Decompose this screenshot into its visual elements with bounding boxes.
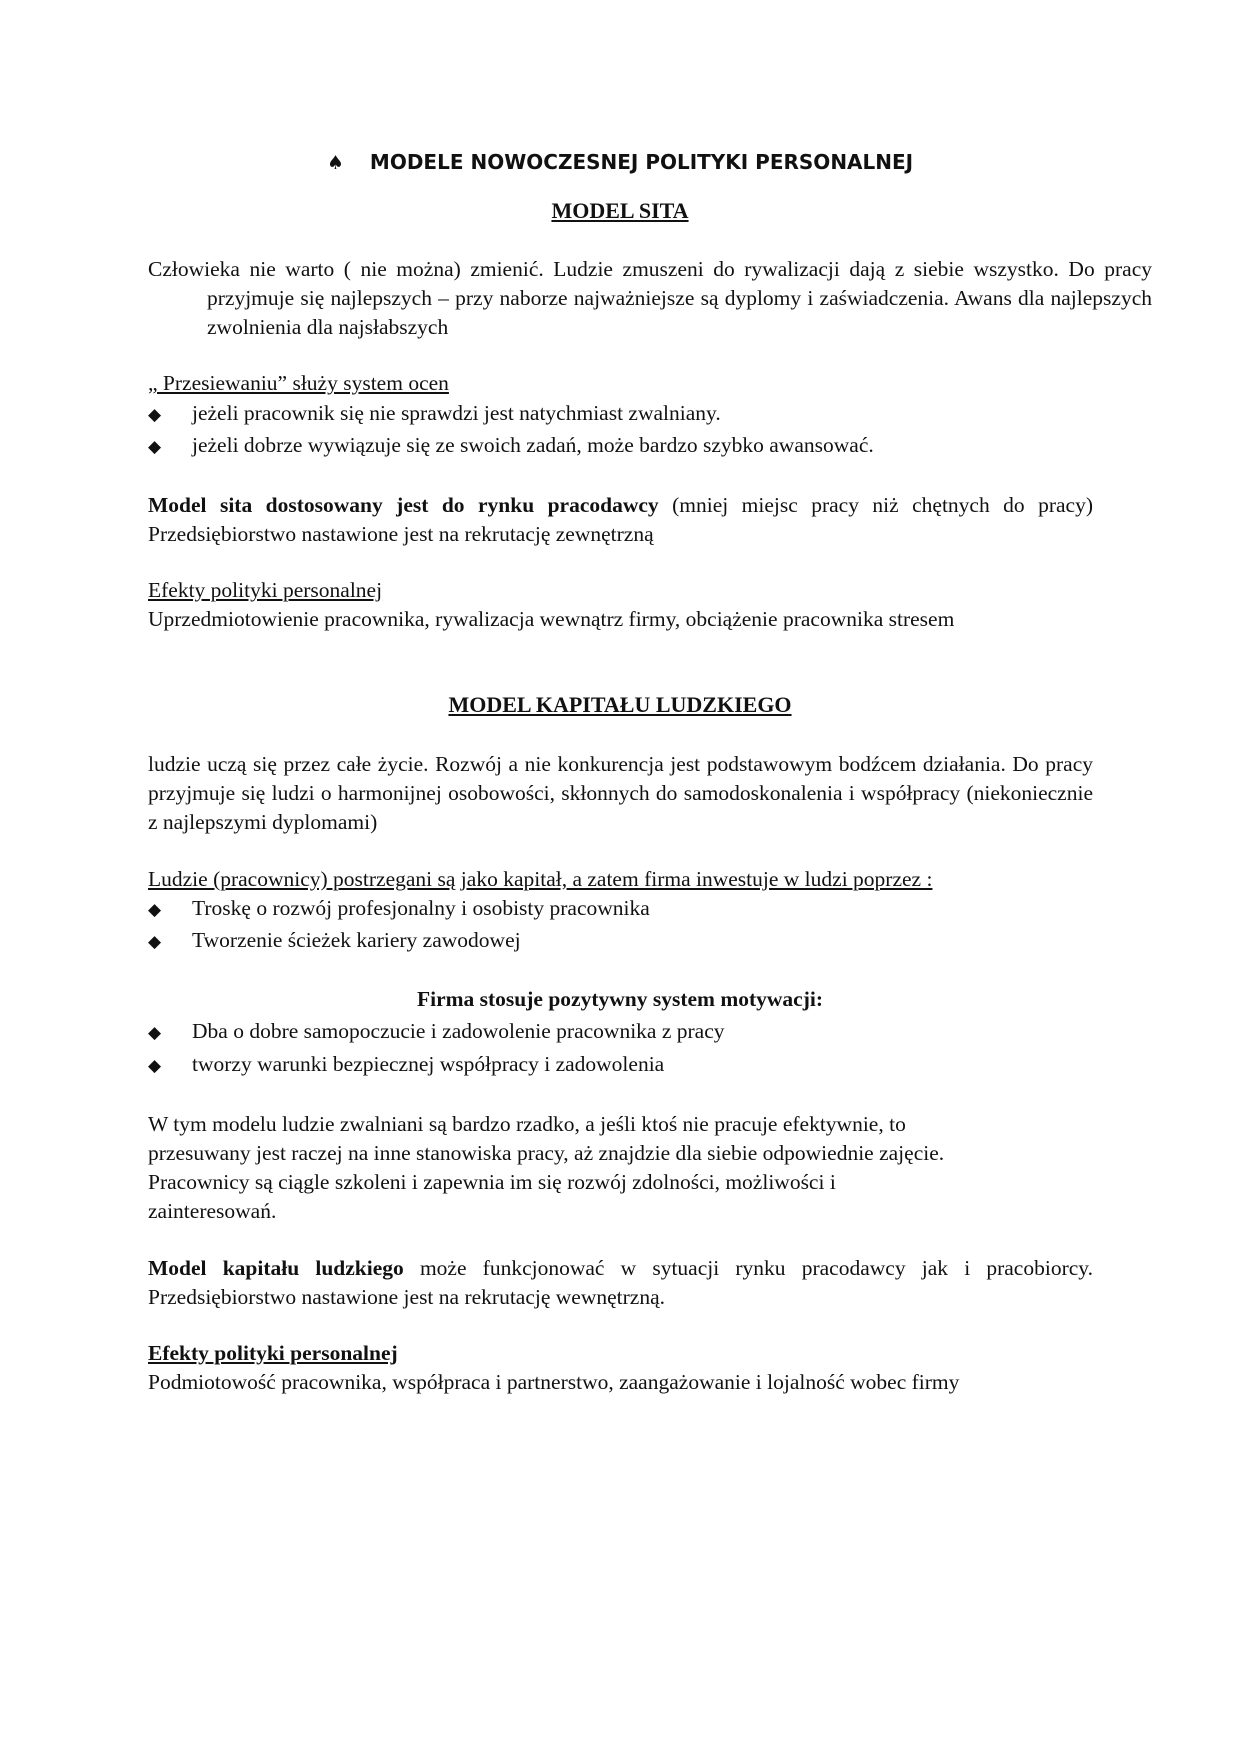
effects-text-sita: Uprzedmiotowienie pracownika, rywalizacja wewnątrz firmy, obciążenie pracownika stresem (148, 607, 955, 631)
market-text: może funkcjonować w sytuacji rynku pracodawcy jak i pracobiorcy. Przedsiębiorstwo nastawione jest na rekrutację wewnętrzną. (148, 1256, 1094, 1309)
effects-text-kapital: Podmiotowość pracownika, współpraca i partnerstwo, zaangażowanie i lojalność wobec firmy (148, 1370, 960, 1394)
section-heading-model-kapitalu: MODEL KAPITAŁU LUDZKIEGO (448, 692, 792, 717)
list-item: ◆ jeżeli pracownik się nie sprawdzi jest natychmiast zwalniany. (148, 399, 1093, 429)
paragraph-kapital-intro: ludzie uczą się przez całe życie. Rozwój a nie konkurencja jest podstawowym bodźcem działania. Do pracy przyjmuje się ludzi o harmonijnej osobowości, skłonnych do samodoskonalenia i współpracy (niekoniecznie z najlepszymi dyplomami) (148, 752, 1093, 834)
diamond-bullet-icon: ◆ (148, 1023, 162, 1042)
paragraph-sita-market (148, 491, 1093, 549)
motivation-title: Firma stosuje pozytywny system motywacji: (416, 987, 824, 1011)
list-item: ◆ Tworzenie ścieżek kariery zawodowej (148, 926, 1093, 956)
section-heading-model-sita: MODEL SITA (551, 198, 689, 223)
title-text: MODELE NOWOCZESNEJ POLITYKI PERSONALNEJ (369, 150, 914, 174)
paragraph-sita-intro: Człowieka nie warto ( nie można) zmienić. Ludzie zmuszeni do rywalizacji dają z siebie wszystko. Do pracy przyjmuje się najlepszych – przy naborze najważniejsze są dyplomy i zaświadczenia. Awans dla najlepszych zwolnienia dla najsłabszych (148, 257, 1152, 339)
list-item: ◆ Troskę o rozwój profesjonalny i osobisty pracownika (148, 894, 1093, 924)
market-bold-text: Model sita dostosowany jest do rynku pracodawcy (148, 493, 659, 517)
list-item: ◆ tworzy warunki bezpiecznej współpracy i zadowolenia (148, 1050, 1093, 1080)
diamond-bullet-icon: ◆ (148, 405, 162, 424)
list-title-kapital: Ludzie (pracownicy) postrzegani są jako kapitał, a zatem firma inwestuje w ludzi poprzez : (148, 867, 933, 891)
diamond-bullet-icon: ◆ (148, 1056, 162, 1075)
diamond-bullet-icon: ◆ (148, 932, 162, 951)
diamond-bullet-icon: ◆ (148, 437, 162, 456)
document-title (0, 150, 1240, 174)
paragraph-kapital-market (148, 1254, 1093, 1312)
list-item: ◆ Dba o dobre samopoczucie i zadowolenie pracownika z pracy (148, 1017, 1093, 1047)
spade-icon: ♠ (326, 152, 344, 174)
diamond-bullet-icon: ◆ (148, 900, 162, 919)
paragraph-retention: W tym modelu ludzie zwalniani są bardzo rzadko, a jeśli ktoś nie pracuje efektywnie, to przesuwany jest raczej na inne stanowiska pracy, aż znajdzie dla siebie odpowiednie zajęcie. Pracownicy są ciągle szkoleni i zapewnia im się rozwój zdolności, możliwości i zainteresowań. (148, 1112, 945, 1223)
effects-title-kapital: Efekty polityki personalnej (148, 1341, 398, 1365)
market-text: (mniej miejsc pracy niż chętnych do pracy) Przedsiębiorstwo nastawione jest na rekrutację zewnętrzną (148, 493, 1093, 546)
market-bold-text: Model kapitału ludzkiego (148, 1256, 404, 1280)
list-item: ◆ jeżeli dobrze wywiązuje się ze swoich zadań, może bardzo szybko awansować. (148, 431, 1093, 461)
effects-title-sita: Efekty polityki personalnej (148, 578, 383, 602)
list-title-oceny: „ Przesiewaniu” służy system ocen (148, 371, 449, 395)
